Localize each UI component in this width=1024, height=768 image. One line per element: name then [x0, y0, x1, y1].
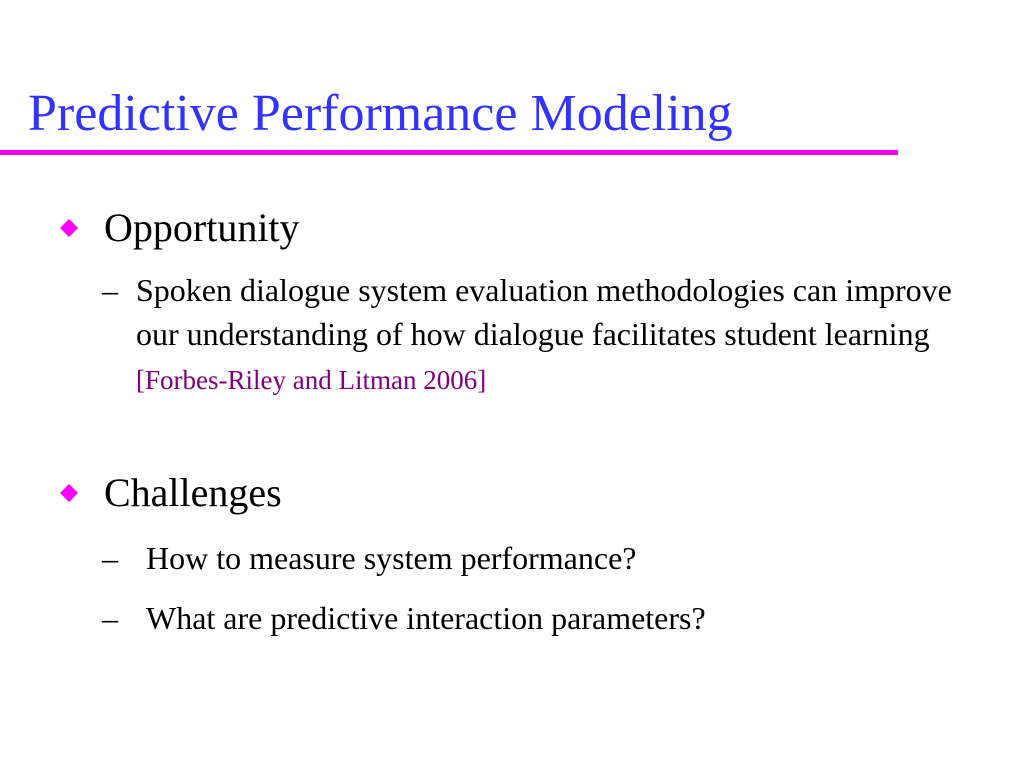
bullet-challenges — [56, 470, 282, 516]
subitem-text: What are predictive interaction parameters? — [146, 600, 706, 636]
dash-marker: – — [102, 272, 118, 308]
subitem-body — [146, 596, 966, 640]
subitem-parameters — [102, 596, 982, 640]
subitem-measure — [102, 536, 982, 580]
subitem-body — [146, 536, 966, 580]
subitem-body — [136, 268, 956, 402]
bullet-opportunity — [56, 205, 300, 251]
citation: [Forbes-Riley and Litman 2006] — [136, 365, 487, 395]
dash-marker: – — [102, 540, 118, 576]
diamond-bullet-icon — [60, 219, 78, 237]
diamond-bullet-icon — [60, 484, 78, 502]
bullet-label: Challenges — [104, 470, 282, 515]
slide-title: Predictive Performance Modeling — [28, 85, 733, 142]
subitem-text: Spoken dialogue system evaluation methodologies can improve our understanding of how dialogue facilitates student learning — [136, 272, 952, 352]
bullet-label: Opportunity — [104, 205, 300, 250]
subitem-evaluation — [102, 268, 982, 448]
title-underline — [0, 150, 898, 155]
subitem-text: How to measure system performance? — [146, 540, 637, 576]
dash-marker: – — [102, 600, 118, 636]
